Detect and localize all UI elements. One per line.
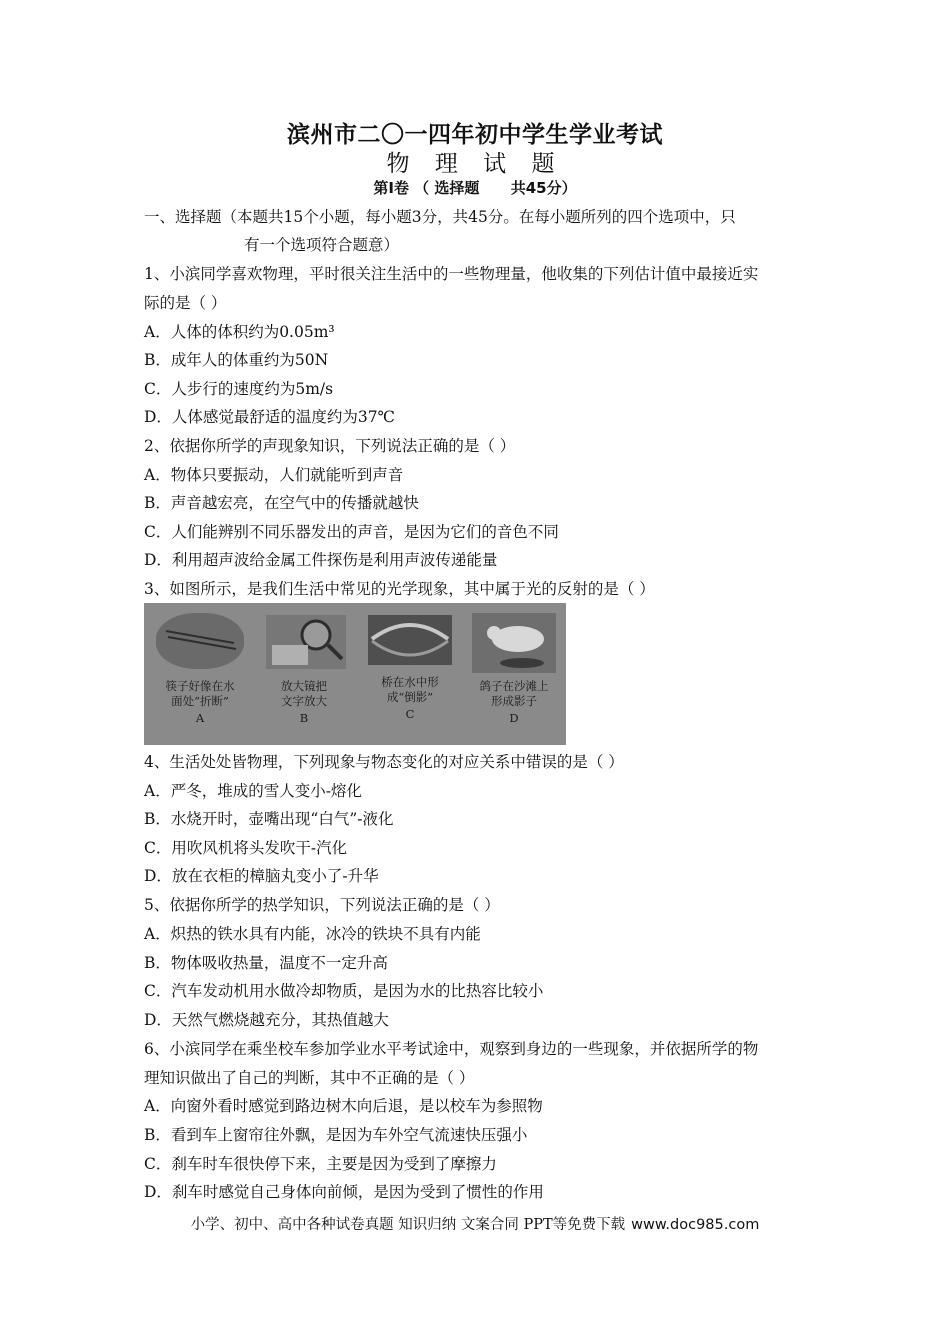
q6-option-a: A．向窗外看时感觉到路边树木向后退，是以校车为参照物 — [144, 1097, 543, 1115]
chopsticks-icon — [156, 613, 244, 669]
subject-title: 物 理 试 题 — [386, 151, 564, 177]
q6-option-d: D．刹车时感觉自己身体向前倾，是因为受到了惯性的作用 — [144, 1183, 544, 1201]
page-footer — [0, 1213, 950, 1234]
bridge-icon — [368, 615, 452, 665]
q1-option-d: D．人体感觉最舒适的温度约为37℃ — [144, 408, 395, 426]
q6-option-c: C．刹车时车很快停下来，主要是因为受到了摩擦力 — [144, 1155, 497, 1173]
figure-panel-a — [152, 609, 248, 737]
q1-stem-line-2: 际的是（ ） — [144, 294, 227, 312]
exam-title: 滨州市二〇一四年初中学生学业考试 — [287, 122, 663, 148]
q4-option-b: B．水烧开时，壶嘴出现“白气”-液化 — [144, 810, 394, 828]
panel-b-letter: B — [299, 711, 309, 725]
instructions-line-1: 一、选择题（本题共15个小题，每小题3分，共45分。在每小题所列的四个选项中，只 — [144, 208, 736, 226]
figure-panel-c — [362, 609, 458, 737]
q2-option-d: D．利用超声波给金属工件探伤是利用声波传递能量 — [144, 551, 498, 569]
footer-text: 小学、初中、高中各种试卷真题 知识归纳 文案合同 PPT等免费下载 — [190, 1217, 626, 1233]
figure-panel-b — [256, 609, 352, 737]
q2-option-c: C．人们能辨别不同乐器发出的声音，是因为它们的音色不同 — [144, 523, 559, 541]
q2-option-b: B．声音越宏亮，在空气中的传播就越快 — [144, 494, 419, 512]
q3-figure — [144, 603, 566, 745]
panel-d-caption-2: 形成影子 — [491, 694, 537, 708]
q3-stem: 3、如图所示，是我们生活中常见的光学现象，其中属于光的反射的是（ ） — [144, 580, 655, 598]
q4-stem: 4、生活处处皆物理，下列现象与物态变化的对应关系中错误的是（ ） — [144, 753, 624, 771]
q4-option-d: D．放在衣柜的樟脑丸变小了-升华 — [144, 867, 379, 885]
q1-stem-line-1: 1、小滨同学喜欢物理，平时很关注生活中的一些物理量，他收集的下列估计值中最接近实 — [144, 265, 759, 283]
magnifier-image — [266, 615, 346, 669]
q4-option-c: C．用吹风机将头发吹干-汽化 — [144, 839, 348, 857]
dove-shadow-image — [472, 613, 556, 673]
panel-c-letter: C — [405, 707, 415, 721]
bridge-reflection-image — [368, 615, 452, 665]
panel-a-letter: A — [195, 711, 205, 725]
figure-panel-d — [464, 609, 564, 737]
q5-stem: 5、依据你所学的热学知识，下列说法正确的是（ ） — [144, 896, 500, 914]
q5-option-c: C．汽车发动机用水做冷却物质，是因为水的比热容比较小 — [144, 982, 544, 1000]
panel-c-caption-1: 桥在水中形 — [381, 675, 439, 689]
q2-stem: 2、依据你所学的声现象知识，下列说法正确的是（ ） — [144, 437, 516, 455]
q6-option-b: B．看到车上窗帘往外飘，是因为车外空气流速快压强小 — [144, 1126, 528, 1144]
panel-d-caption-1: 鸽子在沙滩上 — [479, 679, 549, 693]
q1-option-a: A．人体的体积约为0.05m³ — [144, 323, 335, 341]
panel-c-caption-2: 成“倒影” — [386, 690, 434, 704]
q6-stem-line-2: 理知识做出了自己的判断，其中不正确的是（ ） — [144, 1069, 475, 1087]
q5-option-b: B．物体吸收热量，温度不一定升高 — [144, 954, 388, 972]
q2-option-a: A．物体只要振动，人们就能听到声音 — [144, 466, 404, 484]
q1-option-b: B．成年人的体重约为50N — [144, 351, 329, 369]
panel-b-caption-2: 文字放大 — [281, 694, 327, 708]
q5-option-d: D．天然气燃烧越充分，其热值越大 — [144, 1011, 389, 1029]
q4-option-a: A．严冬，堆成的雪人变小-熔化 — [144, 782, 362, 800]
panel-a-caption-2: 面处“折断” — [171, 694, 229, 708]
chopsticks-bowl-image — [156, 613, 244, 669]
dove-icon — [472, 613, 556, 673]
footer-url-link[interactable]: www.doc985.com — [631, 1217, 760, 1233]
panel-a-caption-1: 筷子好像在水 — [165, 679, 235, 693]
q5-option-a: A．炽热的铁水具有内能，冰冷的铁块不具有内能 — [144, 925, 481, 943]
instructions-line-2: 有一个选项符合题意） — [244, 236, 400, 254]
panel-d-letter: D — [509, 711, 519, 725]
section-title: 第Ⅰ卷 （ 选择题 共45分） — [373, 179, 577, 197]
panel-b-caption-1: 放大镜把 — [281, 679, 327, 693]
magnifier-icon — [266, 615, 346, 669]
q1-option-c: C．人步行的速度约为5m/s — [144, 380, 334, 398]
q6-stem-line-1: 6、小滨同学在乘坐校车参加学业水平考试途中，观察到身边的一些现象，并依据所学的物 — [144, 1040, 759, 1058]
